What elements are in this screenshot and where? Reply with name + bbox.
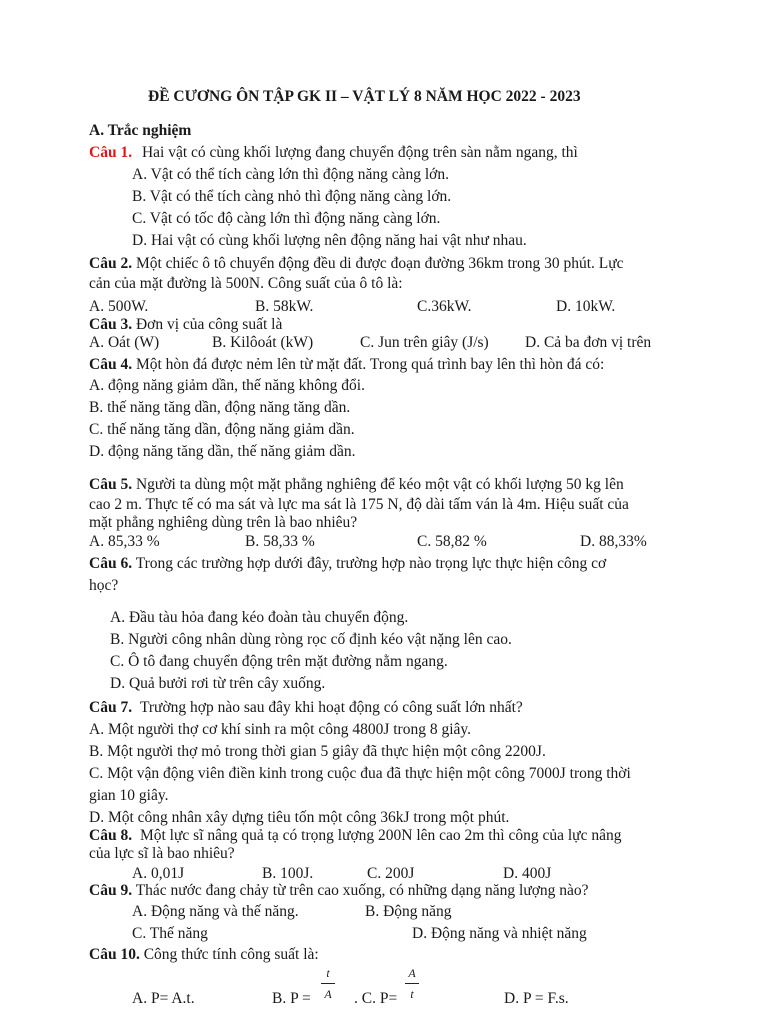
- answer-option: C. 58,82 %: [417, 533, 487, 550]
- question-label: Câu 2.: [89, 255, 133, 272]
- fraction-denominator: A: [324, 987, 332, 1001]
- answer-option: D. Hai vật có cùng khối lượng nên động năng hai vật như nhau.: [132, 232, 527, 249]
- answer-option: B. 58kW.: [255, 298, 314, 315]
- answer-option: A. Động năng và thế năng.: [132, 903, 299, 920]
- answer-option: A. 85,33 %: [89, 533, 160, 550]
- document-title: ĐỀ CƯƠNG ÔN TẬP GK II – VẬT LÝ 8 NĂM HỌC 2022 - 2023: [148, 88, 581, 105]
- answer-option: B. Vật có thể tích càng nhỏ thì động năng càng lớn.: [132, 188, 452, 205]
- question-label: Câu 5.: [89, 476, 133, 493]
- answer-option: C. Thế năng: [132, 925, 208, 942]
- answer-option: D. P = F.s.: [504, 990, 569, 1007]
- answer-option: D. Quả bưởi rơi từ trên cây xuống.: [110, 675, 326, 692]
- question-text: Một hòn đá được nẻm lên từ mặt đất. Trong quá trình bay lên thì hòn đá có:: [135, 356, 605, 373]
- answer-option: B. 58,33 %: [245, 533, 315, 550]
- answer-option: D. Cả ba đơn vị trên: [525, 334, 652, 351]
- question-text: mặt phẳng nghiêng dùng trên là bao nhiêu?: [89, 514, 358, 531]
- question-10: [89, 945, 319, 965]
- answer-option: B. Động năng: [365, 903, 452, 920]
- answer-option: A. Oát (W): [89, 334, 160, 351]
- question-label: Câu 10.: [89, 946, 140, 963]
- question-text: của lực sĩ là bao nhiêu?: [89, 845, 235, 862]
- answer-option: A. P= A.t.: [132, 990, 195, 1007]
- answer-option: B. Người công nhân dùng ròng rọc cố định kéo vật nặng lên cao.: [110, 631, 512, 648]
- question-text: Đơn vị của công suất là: [135, 316, 283, 333]
- question-6: [89, 554, 606, 574]
- fraction-denominator: t: [410, 987, 414, 1001]
- question-label: Câu 7.: [89, 699, 133, 716]
- answer-option: A. động năng giảm dần, thế năng không đổi.: [89, 377, 365, 394]
- answer-option: D. 88,33%: [580, 533, 647, 550]
- answer-option: . C. P=: [354, 990, 398, 1007]
- answer-option: B. P =: [272, 990, 311, 1007]
- answer-option: A. Đầu tàu hỏa đang kéo đoàn tàu chuyển động.: [110, 609, 409, 626]
- question-text: Trường hợp nào sau đây khi hoạt động có công suất lớn nhất?: [139, 699, 523, 716]
- answer-option: A. 500W.: [89, 298, 149, 315]
- answer-option: C. Jun trên giây (J/s): [360, 334, 489, 351]
- fraction-bar: [405, 983, 419, 984]
- question-label: Câu 8.: [89, 827, 133, 844]
- question-4: [89, 355, 604, 375]
- question-9: [89, 881, 589, 901]
- question-text: Thác nước đang chảy từ trên cao xuống, có những dạng năng lượng nào?: [135, 882, 589, 899]
- answer-option: A. Vật có thể tích càng lớn thì động năng càng lớn.: [132, 166, 449, 183]
- question-text: học?: [89, 577, 119, 594]
- question-text: cao 2 m. Thực tế có ma sát và lực ma sát là 175 N, độ dài tấm ván là 4m. Hiệu suất của: [89, 496, 629, 513]
- question-text: Một lực sĩ nâng quả tạ có trọng lượng 200N lên cao 2m thì công của lực nâng: [139, 827, 622, 844]
- fraction-bar: [321, 983, 335, 984]
- question-7: [89, 698, 523, 718]
- answer-option: C.36kW.: [417, 298, 472, 315]
- question-text: Một chiếc ô tô chuyển động đều di được đoạn đường 36km trong 30 phút. Lực: [135, 255, 624, 272]
- question-3: [89, 315, 282, 335]
- answer-option: A. 0,01J: [132, 865, 185, 882]
- question-label: Câu 9.: [89, 882, 133, 899]
- answer-option: C. 200J: [367, 865, 415, 882]
- answer-option-continuation: gian 10 giây.: [89, 787, 169, 804]
- answer-option: C. thế năng tăng dần, động năng giảm dần.: [89, 421, 355, 438]
- question-text: Người ta dùng một mặt phẳng nghiêng để kéo một vật có khối lượng 50 kg lên: [135, 476, 624, 493]
- question-text: cản của mặt đường là 500N. Công suất của ô tô là:: [89, 275, 403, 292]
- question-2: [89, 254, 624, 274]
- answer-option: D. động năng tăng dần, thế năng giảm dần.: [89, 443, 356, 460]
- question-8: [89, 826, 621, 846]
- question-label: Câu 4.: [89, 356, 133, 373]
- question-5: [89, 475, 624, 495]
- answer-option: D. 400J: [503, 865, 552, 882]
- answer-option: B. Kilôoát (kW): [212, 334, 314, 351]
- question-label: Câu 3.: [89, 316, 133, 333]
- question-text: Hai vật có cùng khối lượng đang chuyển động trên sàn nằm ngang, thì: [141, 144, 578, 161]
- question-label: Câu 1.: [89, 144, 133, 161]
- answer-option: D. 10kW.: [556, 298, 616, 315]
- answer-option: B. Một người thợ mỏ trong thời gian 5 giây đã thực hiện một công 2200J.: [89, 743, 546, 760]
- answer-option: B. 100J.: [262, 865, 314, 882]
- answer-option: D. Động năng và nhiệt năng: [412, 925, 587, 942]
- answer-option: C. Một vận động viên điền kinh trong cuộc đua đã thực hiện một công 7000J trong thời: [89, 765, 631, 782]
- answer-option: D. Một công nhân xây dựng tiêu tốn một công 36kJ trong một phút.: [89, 809, 510, 826]
- answer-option: C. Vật có tốc độ càng lớn thì động năng càng lớn.: [132, 210, 441, 227]
- question-text: Công thức tính công suất là:: [143, 946, 319, 963]
- section-heading: A. Trắc nghiệm: [89, 122, 192, 139]
- answer-option: C. Ô tô đang chuyển động trên mặt đường nằm ngang.: [110, 653, 448, 670]
- fraction-numerator: A: [408, 966, 416, 980]
- answer-option: B. thế năng tăng dần, động năng tăng dần.: [89, 399, 351, 416]
- answer-option: A. Một người thợ cơ khí sinh ra một công 4800J trong 8 giây.: [89, 721, 471, 738]
- fraction-numerator: t: [326, 966, 330, 980]
- question-label: Câu 6.: [89, 555, 133, 572]
- question-1: [89, 143, 578, 163]
- question-text: Trong các trường hợp dưới đây, trường hợp nào trọng lực thực hiện công cơ: [135, 555, 607, 572]
